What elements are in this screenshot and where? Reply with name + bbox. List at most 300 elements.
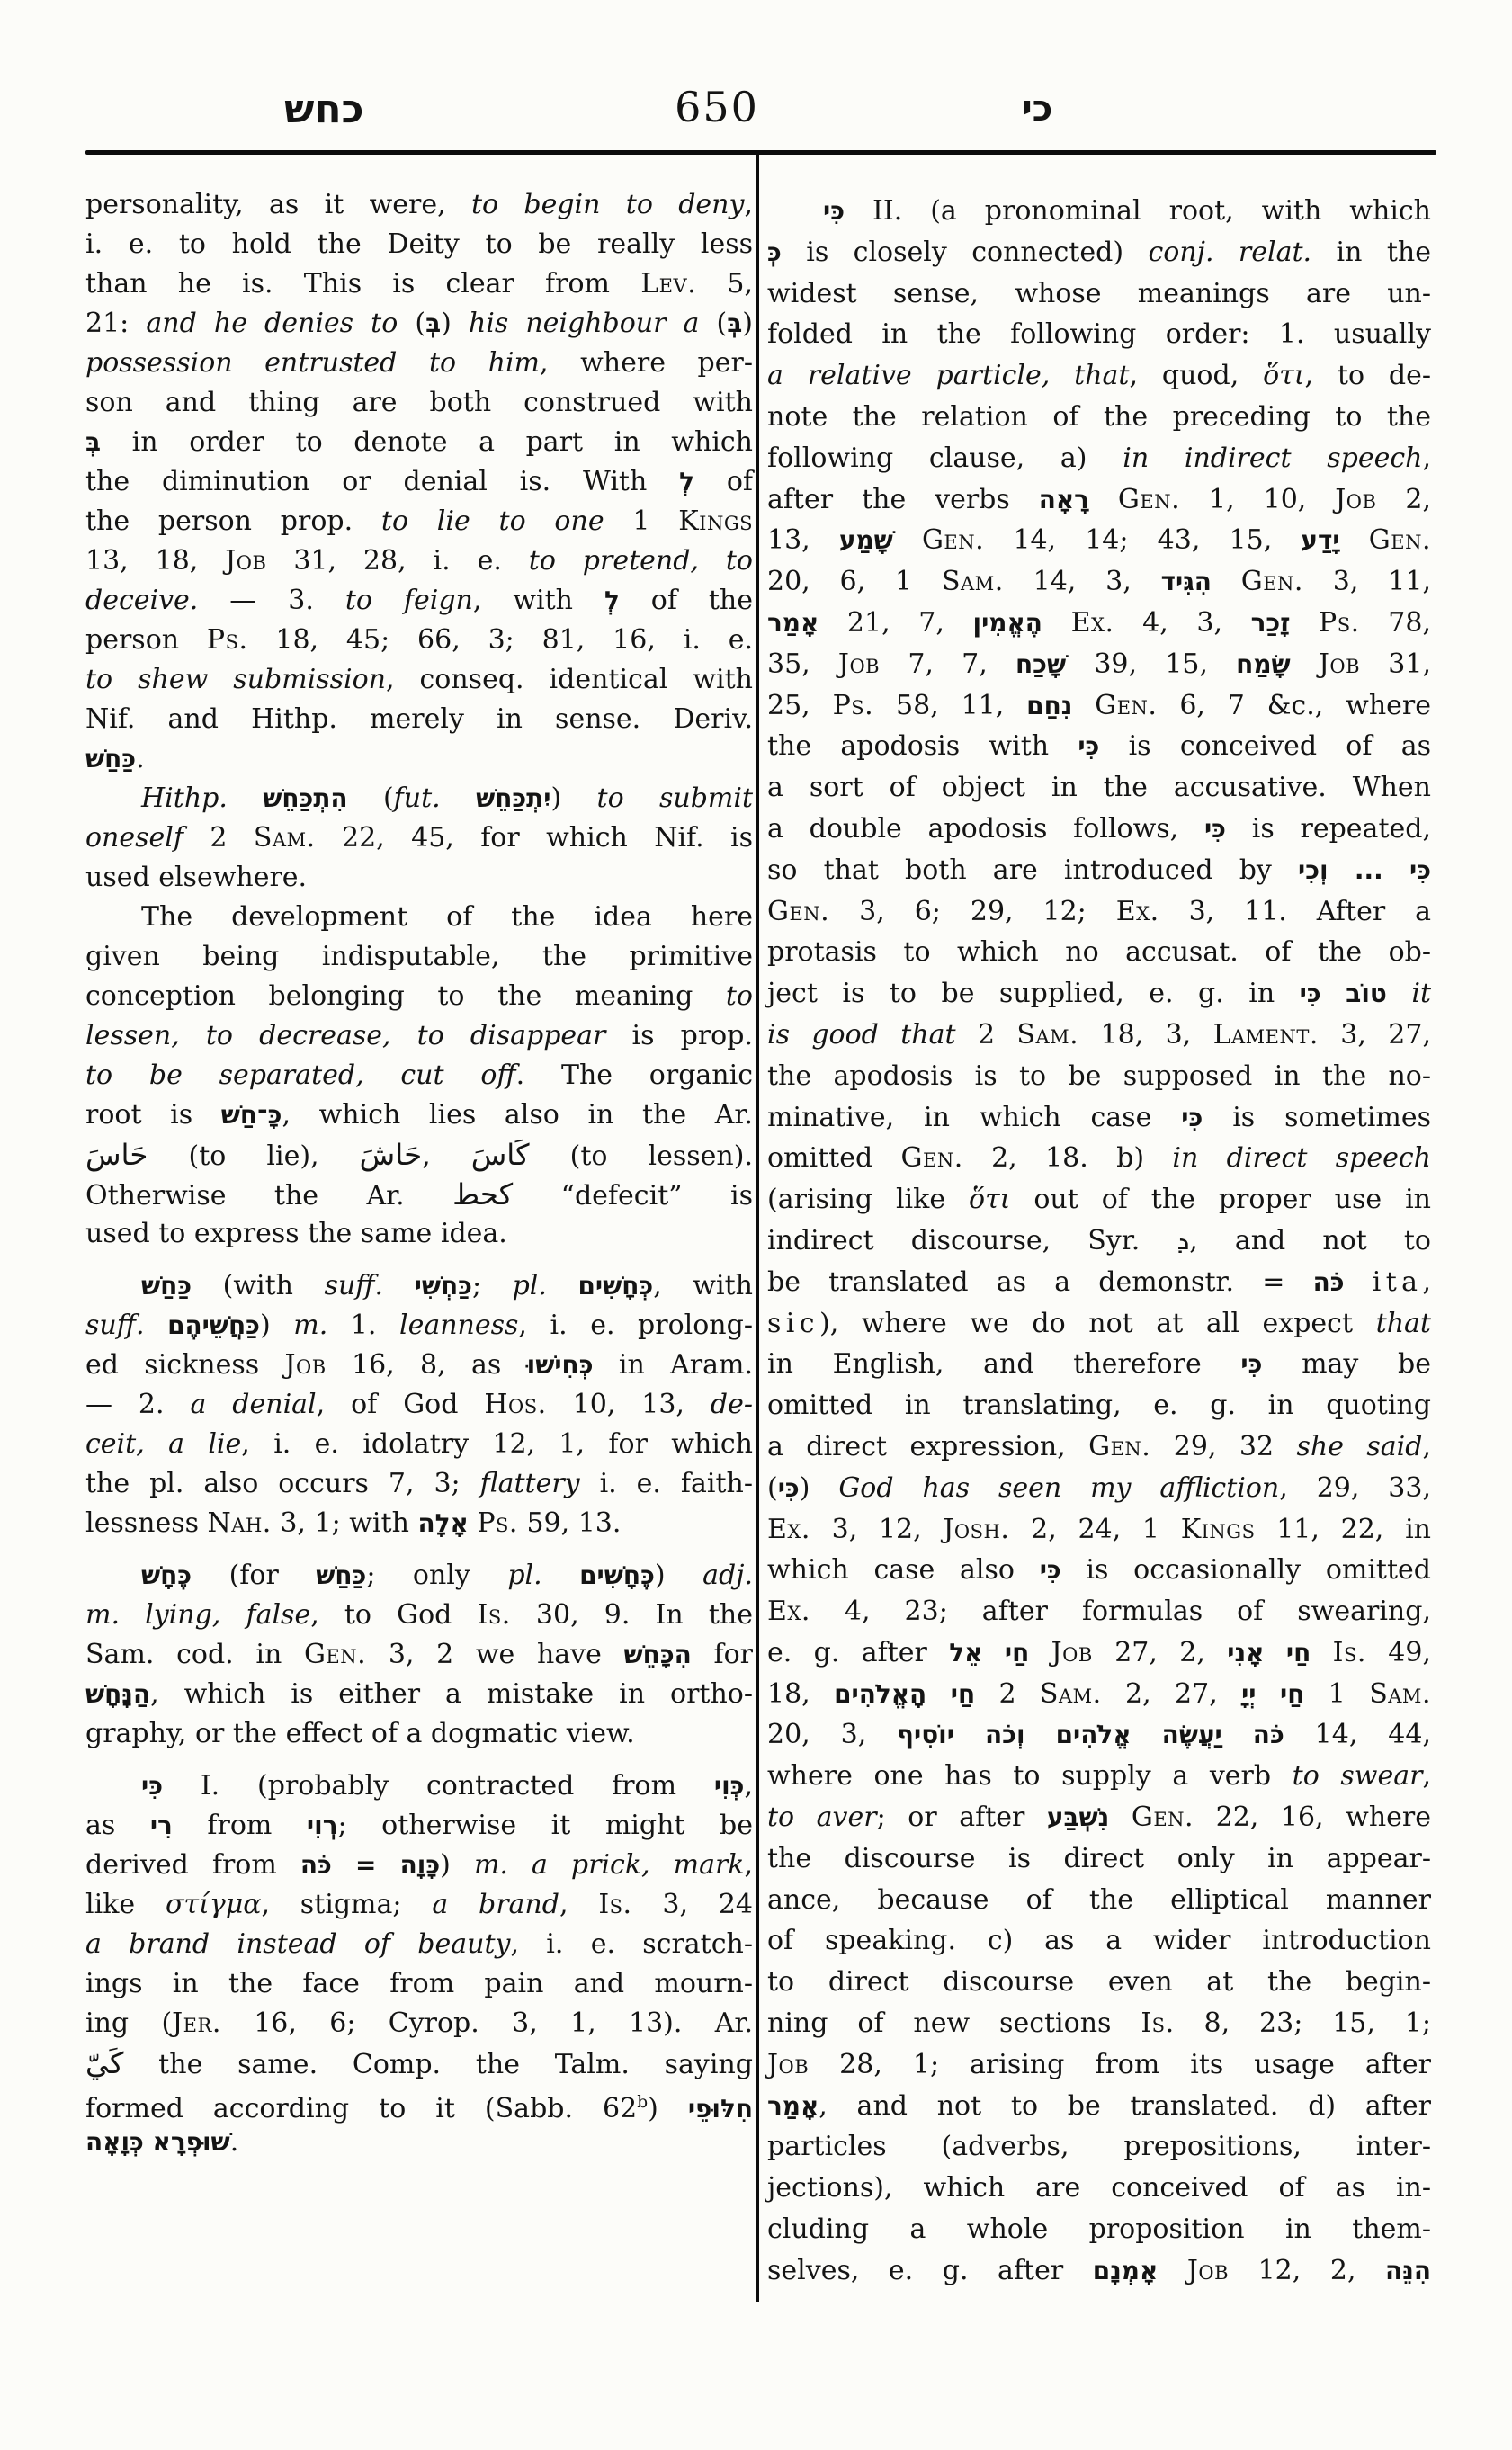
hebrew-text: הַנָּחָשׁ <box>85 1679 151 1709</box>
text-line <box>767 1591 1431 1632</box>
book-reference: Job <box>1186 2254 1230 2286</box>
hebrew-text: כְּחִישׁוּ <box>526 1350 594 1380</box>
book-reference: Job <box>767 2048 810 2080</box>
italic-text: to lie to one <box>380 505 604 537</box>
text-run: 8, 23; 15, 1; <box>1174 2007 1431 2040</box>
spaced-text: ita <box>1372 1265 1423 1298</box>
text-run <box>547 1270 578 1301</box>
text-run <box>1042 607 1071 639</box>
text-line <box>767 2044 1431 2086</box>
text-run <box>228 782 263 814</box>
hebrew-text: זָכַר <box>1250 607 1291 638</box>
text-line <box>85 1464 753 1504</box>
hebrew-text: לְ <box>604 586 620 615</box>
hebrew-text: יִתְכַּחֵשׁ <box>476 783 551 813</box>
book-reference: Kings <box>678 505 753 537</box>
hebrew-text: כַּחַשׁ <box>85 744 137 773</box>
text-run: Otherwise the Ar. <box>85 1180 453 1212</box>
text-run: the discourse is direct only in appear- <box>767 1842 1431 1874</box>
text-line <box>767 1426 1431 1468</box>
italic-text: she said <box>1296 1430 1423 1462</box>
hebrew-text: שָׂמַח <box>1236 648 1291 679</box>
text-run: 18, 3, <box>1078 1018 1213 1051</box>
text-line <box>767 644 1431 685</box>
text-run: to direct discourse even at the begin- <box>767 1966 1431 1998</box>
text-run: ) <box>440 1849 474 1881</box>
text-run: , with <box>653 1270 753 1301</box>
text-run: “defecit” is <box>513 1180 753 1212</box>
book-reference: Ps. <box>477 1507 518 1539</box>
book-reference: Job <box>1335 483 1377 515</box>
arabic-text: كحط <box>452 1177 514 1212</box>
text-line <box>85 1806 753 1846</box>
text-run: so that both are introduced by <box>767 854 1298 886</box>
text-line <box>767 1015 1431 1056</box>
text-line <box>767 397 1431 438</box>
text-run: , <box>1422 442 1431 474</box>
text-line <box>767 1550 1431 1591</box>
text-run: 20, 3, <box>767 1719 898 1751</box>
text-line <box>85 2043 753 2083</box>
italic-text: a brand instead of beauty <box>85 1928 511 1960</box>
text-line <box>85 1306 753 1346</box>
text-run: , <box>559 1889 599 1920</box>
text-line <box>767 1797 1431 1838</box>
text-run: (to lessen). <box>529 1140 753 1172</box>
text-run: as <box>85 1810 150 1841</box>
greek-text: ὅτι <box>969 1184 1011 1216</box>
text-line <box>767 1179 1431 1221</box>
text-run: the person prop. <box>85 505 381 537</box>
book-reference: Nah. <box>207 1507 272 1539</box>
text-line <box>767 1756 1431 1797</box>
text-line <box>767 685 1431 727</box>
text-run: , to God <box>310 1599 478 1631</box>
italic-text: is good that <box>767 1018 956 1051</box>
text-line <box>767 2126 1431 2168</box>
text-line <box>85 937 753 977</box>
book-reference: Sam. <box>1016 1018 1079 1051</box>
text-run: 4, 23; after formulas of swearing, <box>810 1596 1431 1628</box>
text-run: given being indisputable, the primitive <box>85 941 753 972</box>
text-run: 22, 16, where <box>1194 1802 1431 1834</box>
hebrew-text: בְּ <box>85 427 102 457</box>
hebrew-text: שָׁכַח <box>1015 648 1067 679</box>
text-line <box>85 739 753 779</box>
text-run: 11, 22, in <box>1255 1513 1431 1545</box>
italic-text: God has seen my affliction <box>838 1471 1280 1504</box>
text-run: 1, 10, <box>1180 483 1336 515</box>
text-run: ) <box>550 782 597 814</box>
text-run: , with <box>472 585 604 616</box>
hebrew-text: לְ <box>679 467 695 496</box>
text-run: , <box>1422 1265 1431 1298</box>
text-run: a direct expression, <box>767 1430 1089 1462</box>
text-run: (arising like <box>767 1184 970 1216</box>
text-run: , i. e. scratch- <box>510 1928 753 1960</box>
italic-text: to shew submission <box>85 664 386 695</box>
text-line <box>767 355 1431 397</box>
book-reference: Is. <box>1141 2007 1175 2040</box>
text-line <box>85 621 753 660</box>
text-run: is sometimes <box>1203 1101 1431 1133</box>
text-line <box>85 1635 753 1675</box>
text-run <box>1290 607 1319 639</box>
text-line <box>85 462 753 502</box>
arabic-text: حَاسَ <box>85 1138 148 1172</box>
text-line <box>767 1674 1431 1715</box>
text-run: is closely connected) <box>781 236 1149 268</box>
italic-text: oneself <box>85 822 183 854</box>
text-run: in the <box>1311 236 1431 268</box>
text-line <box>85 660 753 700</box>
text-line <box>85 1425 753 1464</box>
text-run: from <box>172 1810 307 1841</box>
hebrew-text: חַי אָנִי <box>1227 1637 1311 1668</box>
text-run: conception belonging to the meaning <box>85 980 726 1012</box>
text-run: , conseq. identical with <box>385 664 753 695</box>
hebrew-text: בְּ <box>425 308 442 338</box>
hebrew-text: הִנֵּה <box>1385 2255 1431 2285</box>
right-column <box>767 191 1431 2292</box>
arabic-text: كَيّ <box>85 2046 124 2080</box>
text-run: lessness <box>85 1507 208 1539</box>
text-run: ) <box>259 1310 294 1341</box>
text-run <box>1345 1266 1373 1298</box>
book-reference: Job <box>225 545 267 577</box>
superscript-text: b <box>637 2093 649 2112</box>
text-run: following clause, a) <box>767 442 1123 474</box>
italic-text: possession entrusted to him <box>85 347 541 379</box>
text-run: , which lies also in the Ar. <box>282 1099 753 1131</box>
hebrew-text: כַּחַשׁ <box>141 1271 192 1301</box>
book-reference: Lament. <box>1212 1018 1319 1051</box>
italic-text: to submit <box>596 782 754 814</box>
text-run: 1 <box>604 505 679 537</box>
text-run: 16, 6; Cyrop. 3, 1, 13). Ar. <box>220 2007 753 2039</box>
text-run: 3, 12, <box>810 1513 944 1545</box>
text-run: widest sense, whose meanings are un- <box>767 277 1431 309</box>
text-line <box>767 561 1431 603</box>
text-line <box>85 383 753 423</box>
hebrew-text: הֶאֱמִין <box>972 607 1042 638</box>
text-line <box>85 1214 753 1254</box>
text-line <box>767 1097 1431 1139</box>
text-line <box>767 520 1431 561</box>
text-run: personality, as it were, <box>85 189 471 220</box>
column-divider <box>756 154 759 2302</box>
book-reference: Ex. <box>767 1513 810 1545</box>
text-run: ; otherwise it might be <box>337 1810 753 1841</box>
italic-text: it <box>1411 978 1431 1010</box>
text-run <box>893 524 922 556</box>
text-line <box>85 2083 753 2123</box>
text-run <box>145 1310 168 1341</box>
text-run: selves, e. g. after <box>767 2254 1093 2286</box>
text-line <box>85 185 753 225</box>
text-run: ) <box>742 308 753 339</box>
text-run: in order to denote a part in which <box>101 426 753 458</box>
text-run: 2 <box>183 822 254 854</box>
text-line <box>767 314 1431 355</box>
book-reference: Hos. <box>484 1389 547 1420</box>
book-reference: Kings <box>1180 1513 1256 1545</box>
text-run: 14, 44, <box>1284 1719 1432 1751</box>
text-run: ed sickness <box>85 1349 285 1381</box>
text-run: 3, 11, <box>1302 566 1431 598</box>
italic-text: m. <box>293 1310 328 1341</box>
hebrew-text: חַי יְיָ <box>1241 1678 1305 1709</box>
hebrew-text: כֹּה יַעֲשֶׂה אֱלֹהִים וְכֹה יוֹסִיף <box>897 1720 1284 1750</box>
text-run: 35, <box>767 648 838 680</box>
text-run <box>1340 524 1369 556</box>
text-run: ning of new sections <box>767 2007 1141 2040</box>
text-run: 1. <box>327 1310 399 1341</box>
text-run: person <box>85 624 207 656</box>
text-line <box>85 1885 753 1925</box>
hebrew-text: רְוִי <box>306 1811 338 1840</box>
text-run: 30, 9. In the <box>510 1599 753 1631</box>
text-run: ) <box>799 1471 839 1504</box>
text-line <box>767 973 1431 1015</box>
text-line <box>767 603 1431 644</box>
hebrew-text: כִּי <box>823 196 845 226</box>
text-run: , of God <box>316 1389 485 1420</box>
italic-text: to swear <box>1292 1760 1423 1793</box>
text-run: 7, 7, <box>880 648 1015 680</box>
text-run: of <box>694 466 754 497</box>
hebrew-text: רִי <box>149 1811 173 1840</box>
text-run: 78, <box>1359 606 1431 639</box>
text-line <box>767 2250 1431 2292</box>
text-run: root is <box>85 1099 221 1131</box>
text-run <box>508 1849 532 1881</box>
text-run <box>1212 566 1241 597</box>
text-run: 13, <box>767 524 839 557</box>
text-run: in English, and therefore <box>767 1348 1241 1381</box>
hebrew-text: כִּי <box>1078 731 1100 762</box>
text-run: 2, <box>1376 483 1431 515</box>
italic-text: m. lying, false <box>85 1599 311 1631</box>
text-run: is prop. <box>605 1020 753 1051</box>
hebrew-text: כַּחַשׁ <box>316 1560 367 1590</box>
book-reference: Ex. <box>767 1596 810 1628</box>
text-line <box>85 423 753 462</box>
text-run: 22, 45, for which Nif. is <box>315 822 753 854</box>
text-run: , i. e. prolong- <box>518 1310 753 1341</box>
book-reference: Gen. <box>1240 566 1303 598</box>
text-run <box>542 1560 579 1591</box>
text-line <box>85 1135 753 1175</box>
text-run: 59, 13. <box>517 1507 622 1539</box>
text-run: out of the proper use in <box>1010 1184 1431 1216</box>
text-run: folded in the following order: 1. usually <box>767 318 1431 351</box>
text-run: 2, 18. b) <box>962 1142 1173 1175</box>
book-reference: Jer. <box>172 2007 221 2039</box>
text-line <box>767 1468 1431 1509</box>
italic-text: in direct speech <box>1172 1142 1431 1175</box>
hebrew-text: שׁוּפְרָא כְּוָאָה <box>85 2127 230 2157</box>
text-run: the pl. also occurs 7, 3; <box>85 1468 480 1499</box>
book-reference: Lev. <box>640 268 697 300</box>
book-reference: Ps. <box>832 689 874 721</box>
italic-text: a prick, mark <box>531 1849 745 1881</box>
italic-text: conj. relat. <box>1148 236 1312 268</box>
italic-text: to <box>725 980 753 1012</box>
text-run: after the verbs <box>767 483 1039 515</box>
text-run: 18, <box>767 1677 835 1710</box>
text-line <box>85 502 753 541</box>
hebrew-text: שָׁמַע <box>838 525 893 556</box>
text-run: . <box>229 2126 239 2158</box>
text-run: i. e. faith- <box>579 1468 753 1499</box>
text-line <box>85 977 753 1016</box>
text-run: 20, 6, 1 <box>767 566 942 598</box>
text-run: 3, 27, <box>1318 1018 1431 1051</box>
text-run: 13, 18, <box>85 545 226 577</box>
text-run: ) <box>648 2093 688 2124</box>
text-line <box>767 1632 1431 1674</box>
text-line <box>85 1504 753 1543</box>
text-run <box>441 782 476 814</box>
text-run: 18, 45; 66, 3; 81, 16, i. e. <box>247 624 753 656</box>
text-line <box>85 779 753 818</box>
hebrew-text: כִּי <box>1181 1102 1203 1132</box>
text-run: used elsewhere. <box>85 862 308 893</box>
text-run: 21, 7, <box>819 606 973 639</box>
header-rule <box>85 150 1436 155</box>
text-line <box>767 1385 1431 1426</box>
text-run: , <box>1422 1760 1431 1793</box>
spaced-text: sic <box>767 1307 819 1339</box>
hebrew-text: רָאָה <box>1038 484 1089 514</box>
text-run <box>1158 2255 1187 2286</box>
book-reference: Is. <box>477 1599 511 1631</box>
text-run: is conceived of as <box>1099 730 1431 763</box>
text-line <box>767 273 1431 315</box>
italic-text: deceive. <box>85 585 199 616</box>
arabic-text: كَاسَ <box>470 1138 530 1172</box>
hebrew-text: כְּחָשִׁים <box>577 1271 654 1301</box>
text-run: 31, <box>1360 648 1431 680</box>
text-line <box>767 1838 1431 1880</box>
text-line <box>85 1056 753 1095</box>
text-run: ( <box>347 782 394 814</box>
text-run: is occasionally omitted <box>1060 1554 1431 1587</box>
text-run: 2, 24, 1 <box>1009 1513 1181 1545</box>
text-run: graphy, or the effect of a dogmatic view. <box>85 1718 635 1749</box>
text-line <box>85 1266 753 1306</box>
text-run: omitted <box>767 1142 901 1175</box>
text-line <box>767 479 1431 521</box>
book-reference: Sam. <box>941 566 1004 598</box>
text-run: 39, 15, <box>1066 648 1237 680</box>
book-reference: Job <box>1051 1636 1093 1668</box>
italic-text: ceit, a lie <box>85 1428 242 1460</box>
text-run: , which is either a mistake in ortho- <box>150 1678 753 1710</box>
text-line <box>767 2209 1431 2250</box>
italic-text: suff. <box>85 1310 145 1341</box>
book-reference: Ps. <box>206 624 248 656</box>
hebrew-text: כִּי <box>141 1771 164 1801</box>
italic-text: leanness <box>398 1310 519 1341</box>
text-line <box>85 541 753 581</box>
text-run: for <box>691 1639 753 1670</box>
book-reference: Sam. <box>1039 1677 1102 1710</box>
text-run: 10, 13, <box>546 1389 711 1420</box>
hebrew-text: כָּ־חַשׁ <box>220 1100 282 1130</box>
text-line <box>767 2086 1431 2127</box>
text-run: ance, because of the elliptical manner <box>767 1883 1431 1916</box>
text-line <box>767 1138 1431 1179</box>
book-reference: Job <box>284 1349 327 1381</box>
text-run: in Aram. <box>593 1349 753 1381</box>
text-run: 3, 11. After a <box>1159 895 1431 927</box>
book-reference: Gen. <box>303 1639 367 1670</box>
text-line <box>85 2004 753 2043</box>
italic-text: suff. <box>324 1270 384 1301</box>
text-line <box>767 1344 1431 1385</box>
hebrew-text: הִכָּחֵשׁ <box>623 1640 692 1669</box>
book-reference: Gen. <box>900 1142 963 1175</box>
hebrew-text: כִּי <box>1203 813 1226 844</box>
text-run: 14, 14; 43, 15, <box>984 524 1302 557</box>
text-line <box>85 264 753 304</box>
text-line <box>767 932 1431 973</box>
text-line <box>767 1221 1431 1262</box>
text-run: derived from <box>85 1849 300 1881</box>
text-line <box>767 1262 1431 1303</box>
text-run: ( <box>398 308 426 339</box>
text-run: (to lie), <box>148 1140 360 1172</box>
text-run: minative, in which case <box>767 1101 1182 1133</box>
book-reference: Job <box>837 648 881 680</box>
text-line <box>767 850 1431 891</box>
text-run: the same. Comp. the Talm. saying <box>123 2049 753 2080</box>
hebrew-text: הִתְכַּחֵשׁ <box>263 783 348 813</box>
text-line <box>85 858 753 898</box>
text-line <box>85 1846 753 1885</box>
hebrew-text: כִּי <box>1039 1555 1061 1586</box>
hebrew-text: כִּי <box>777 1472 800 1503</box>
text-run: (for <box>192 1560 317 1591</box>
text-line <box>85 344 753 383</box>
text-run: the apodosis is to be supposed in the no- <box>767 1060 1431 1092</box>
book-reference: Josh. <box>943 1513 1010 1545</box>
text-run: 31, 28, i. e. <box>266 545 529 577</box>
text-line <box>767 1714 1431 1756</box>
text-run: 29, 32 <box>1150 1430 1297 1462</box>
italic-text: pl. <box>512 1270 547 1301</box>
text-line <box>767 2003 1431 2044</box>
text-run: 49, <box>1365 1636 1431 1668</box>
text-line <box>85 1556 753 1596</box>
hebrew-text: כִּי ... וְכִי <box>1298 854 1431 885</box>
text-line <box>767 726 1431 767</box>
text-run: is repeated, <box>1225 812 1431 845</box>
book-reference: Is. <box>1332 1636 1366 1668</box>
text-run: the diminution or denial is. With <box>85 466 680 497</box>
book-reference: Gen. <box>1095 689 1158 721</box>
text-run: 3, 2 we have <box>366 1639 624 1670</box>
text-line <box>85 1675 753 1714</box>
hebrew-text: נִשְׁבַּע <box>1046 1802 1110 1833</box>
text-run: 14, 3, <box>1003 566 1161 598</box>
text-run: , 29, 33, <box>1279 1471 1432 1504</box>
text-run: — 2. <box>85 1389 191 1420</box>
text-run: (with <box>192 1270 325 1301</box>
book-reference: Gen. <box>1088 1430 1151 1462</box>
